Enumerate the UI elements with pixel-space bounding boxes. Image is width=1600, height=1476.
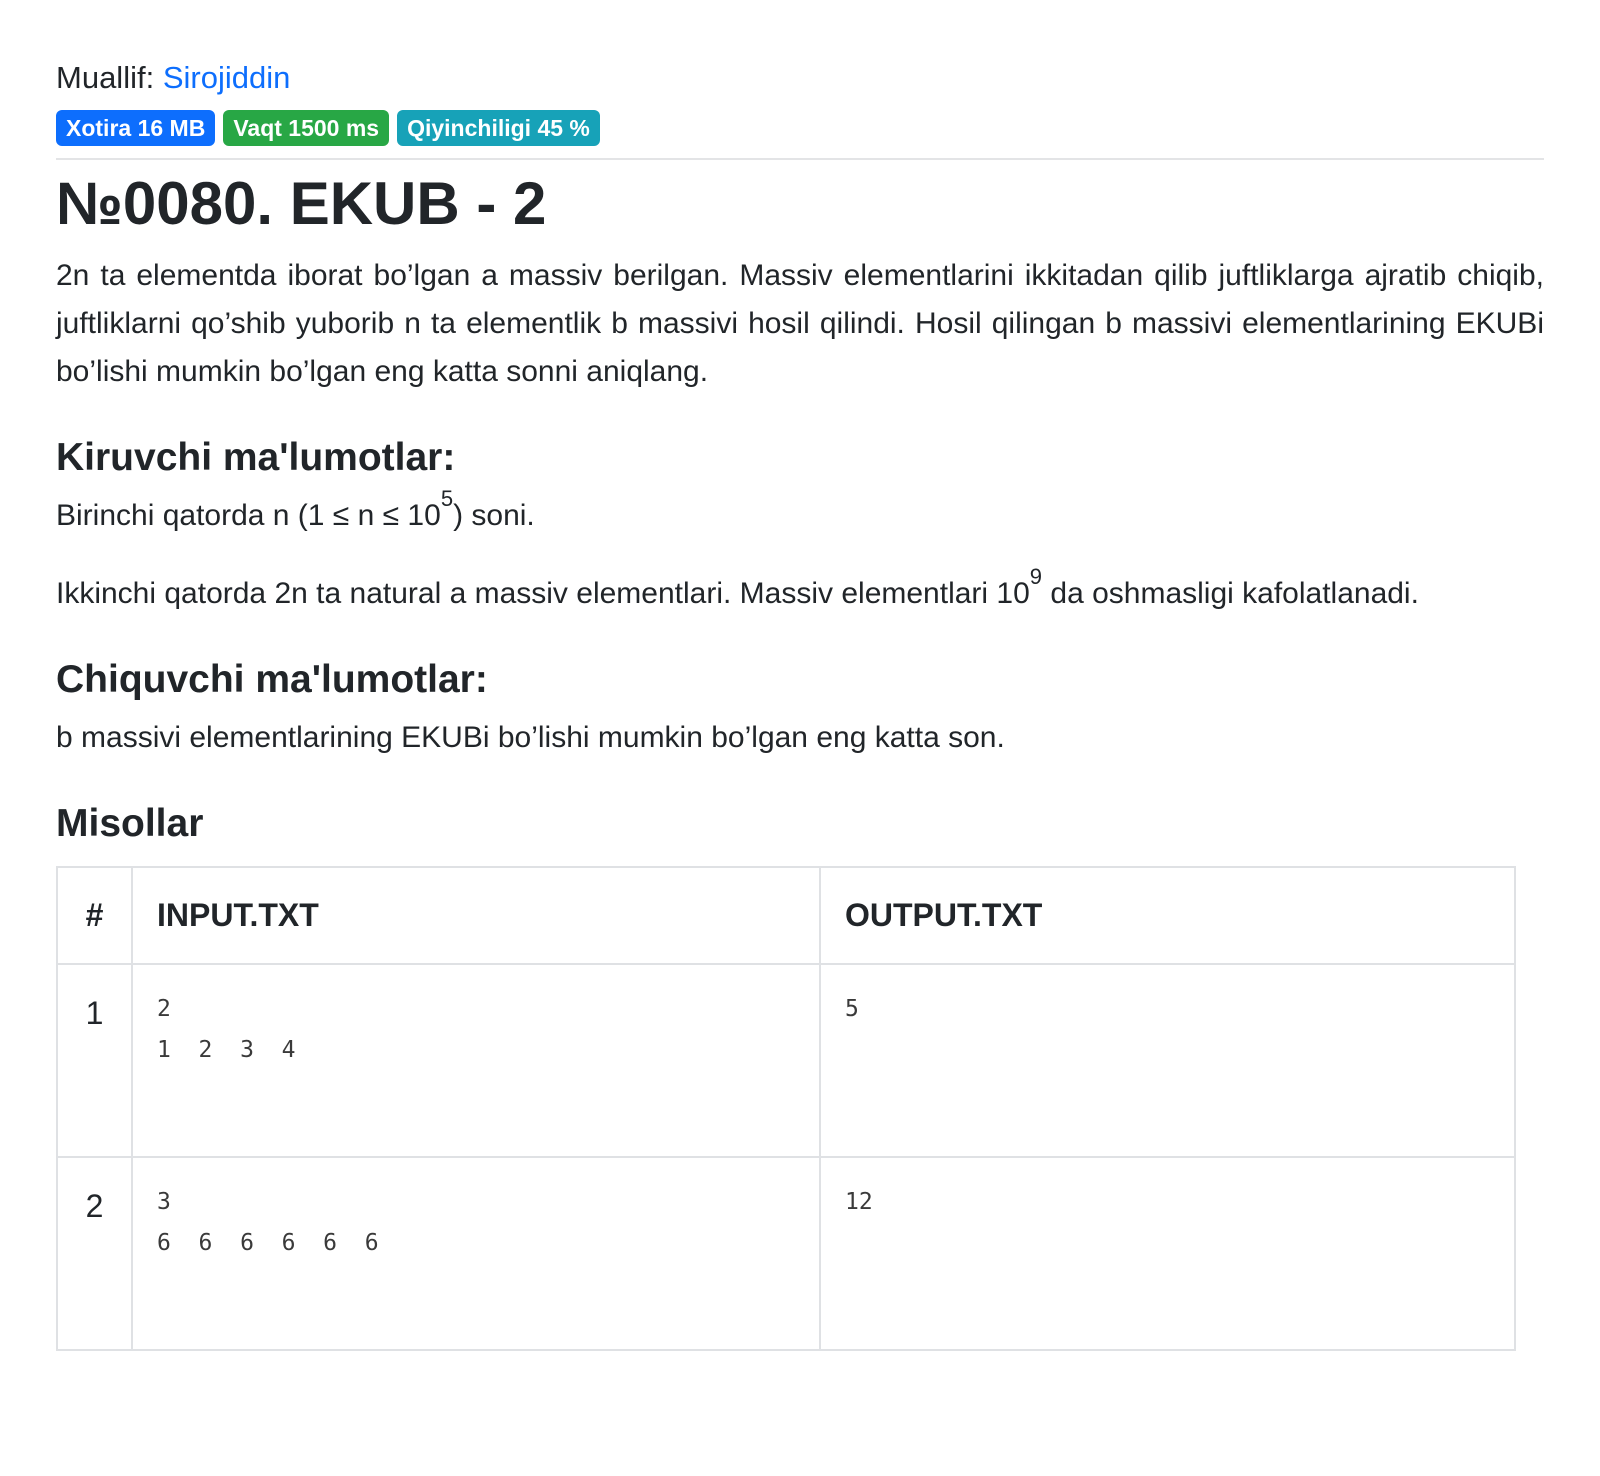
table-header-row	[57, 867, 1515, 964]
difficulty-badge: Qiyinchiligi 45 %	[397, 110, 600, 146]
output-heading: Chiquvchi ma'lumotlar:	[56, 658, 488, 701]
example-input-cell	[132, 964, 820, 1157]
author-line	[56, 0, 1544, 98]
input-line-1	[56, 486, 1544, 540]
table-row	[57, 964, 1515, 1157]
examples-table	[56, 866, 1516, 1351]
column-header-number: #	[57, 867, 132, 964]
example-output[interactable]: 12	[845, 1189, 873, 1215]
example-input-cell	[132, 1157, 820, 1350]
example-input[interactable]: 2 1 2 3 4	[157, 996, 296, 1063]
author-label: Muallif:	[56, 60, 155, 95]
divider	[56, 158, 1544, 160]
author-link[interactable]: Sirojiddin	[162, 60, 291, 95]
output-text: b massivi elementlarining EKUBi bo’lishi mumkin bo’lgan eng katta son.	[56, 721, 1005, 754]
problem-statement: 2n ta elementda iborat bo’lgan a massiv berilgan. Massiv elementlarini ikkitadan qilib juftliklarga ajratib chiqib, juftliklarni qo’shib yuborib n ta elementlik b massivi hosil qilindi. Hosil qilingan b massivi elementlarining EKUBi bo’lishi mumkin bo’lgan eng katta sonni aniqlang.	[56, 259, 1544, 388]
input-line-2-exponent: 9	[1029, 564, 1043, 590]
example-output-cell	[820, 1157, 1515, 1350]
example-output[interactable]: 5	[845, 996, 859, 1022]
input-line-2-tail: da oshmasligi kafolatlanadi.	[1042, 577, 1419, 610]
examples-heading: Misollar	[56, 802, 204, 845]
example-input[interactable]: 3 6 6 6 6 6 6	[157, 1189, 379, 1256]
column-header-input: INPUT.TXT	[132, 867, 820, 964]
example-number: 2	[57, 1157, 132, 1350]
input-line-2-text: Ikkinchi qatorda 2n ta natural a massiv elementlari. Massiv elementlari 10	[56, 577, 1030, 610]
column-header-output: OUTPUT.TXT	[820, 867, 1515, 964]
input-line-1-tail: ) soni.	[453, 499, 535, 532]
input-heading: Kiruvchi ma'lumotlar:	[56, 436, 456, 479]
time-badge: Vaqt 1500 ms	[223, 110, 389, 146]
problem-title: №0080. EKUB - 2	[56, 170, 547, 237]
example-output-cell	[820, 964, 1515, 1157]
table-row	[57, 1157, 1515, 1350]
input-line-1-exponent: 5	[440, 486, 454, 512]
example-number: 1	[57, 964, 132, 1157]
memory-badge: Xotira 16 MB	[56, 110, 215, 146]
input-line-2	[56, 564, 1544, 618]
badge-group	[56, 110, 1544, 146]
input-line-1-text: Birinchi qatorda n (1 ≤ n ≤ 10	[56, 499, 441, 532]
